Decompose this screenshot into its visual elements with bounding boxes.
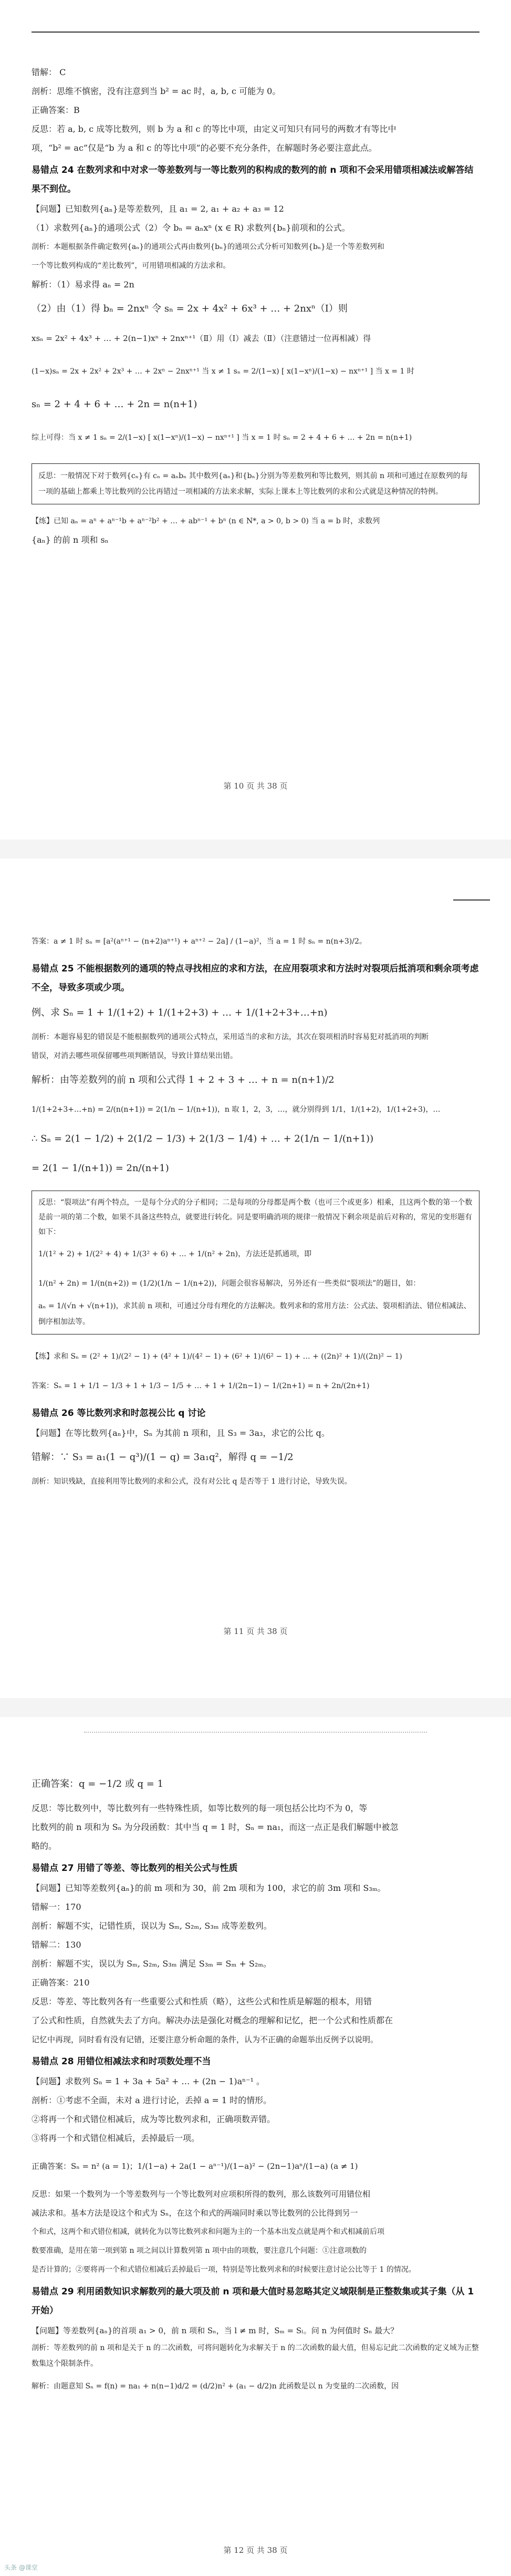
answer-line: 正确答案：q = −1/2 或 q = 1 bbox=[32, 1778, 164, 1789]
text-line: 剖析：本题容易犯的错误是不能根据数列的通项公式特点，采用适当的求和方法，其次在裂项相消时容易犯对抵消项的判断 bbox=[32, 1033, 429, 1041]
text-line: 剖析：本题根据条件确定数列{aₙ}的通项公式再由数列{bₙ}的通项公式分析可知数列{bₙ}是一个等差数列和 bbox=[32, 243, 384, 251]
text-line: ②将再一个和式错位相减后，成为等比数列求和，正确项数弄错。 bbox=[32, 2114, 276, 2124]
practice-line: 【练】已知 aₙ = aⁿ + aⁿ⁻¹b + aⁿ⁻²b² + … + abⁿ⁻¹ + bⁿ (n ∈ N*, a > 0, b > 0) 当 a = b 时，求数列 bbox=[32, 517, 380, 525]
reflection-math: 1/(1² + 2) + 1/(2² + 4) + 1/(3² + 6) + … + 1/(n² + 2n)，方法还是抓通项，即 bbox=[38, 1250, 312, 1258]
page-gap bbox=[0, 840, 511, 858]
page-content bbox=[32, 927, 479, 1491]
text-line: 解析：（1）易求得 aₙ = 2n bbox=[32, 280, 134, 289]
section-heading: 易错点 26 等比数列求和时忽视公比 q 讨论 bbox=[32, 1408, 206, 1419]
answer-line: 答案：a ≠ 1 时 sₙ = [a²(aⁿ⁺¹ − (n+2)aⁿ⁺¹) + aⁿ⁺² − 2a] / (1−a)²，当 a = 1 时 sₙ = n(n+3)/2。 bbox=[32, 937, 367, 946]
math-line: 综上可得：当 x ≠ 1 sₙ = 2/(1−x) [ x(1−xⁿ)/(1−x) − nxⁿ⁺¹ ] 当 x = 1 时 sₙ = 2 + 4 + 6 + … + 2n = n(n+1) bbox=[32, 433, 412, 442]
page-content bbox=[32, 1770, 479, 2401]
text-line: 剖析：思维不慎密，没有注意到当 b² = ac 时，a, b, c 可能为 0。 bbox=[32, 86, 281, 96]
page-12 bbox=[0, 1717, 511, 2575]
text-line: 项，“b² = ac”仅是“b 为 a 和 c 的等比中项”的必要不充分条件，在解题时务必要注意此点。 bbox=[32, 143, 377, 153]
text-line: 记忆中再现，同时看有没有记错，还要注意分析命题的条件，认为不正确的命题举出反例予以说明。 bbox=[32, 2035, 379, 2044]
text-line: 减法求和。基本方法是设这个和式为 Sₙ，在这个和式的两端同时乘以等比数列的公比得到另一 bbox=[32, 2208, 358, 2218]
math-line: 错解：∵ S₃ = a₁(1 − q³)/(1 − q) = 3a₁q²，解得 q = −1/2 bbox=[32, 1452, 294, 1463]
example-line: 例、求 Sₙ = 1 + 1/(1+2) + 1/(1+2+3) + … + 1/(1+2+3+…+n) bbox=[32, 1007, 328, 1018]
text-line: 正确答案：B bbox=[32, 105, 80, 115]
math-line: 1/(1+2+3+…+n) = 2/(n(n+1)) = 2(1/n − 1/(n+1))，n 取 1，2，3，…，就分别得到 1/1，1/(1+2)，1/(1+2+3)，… bbox=[32, 1105, 441, 1114]
math-line: sₙ = 2 + 4 + 6 + … + 2n = n(n+1) bbox=[32, 399, 197, 410]
text-line: 略的。 bbox=[32, 1841, 57, 1851]
text-line: 数要准确，是用在第一项到第 n 项之间以计算数列第 n 项中由的项数，要注意几个问题：①注意项数的 bbox=[32, 2247, 367, 2255]
header-rule bbox=[84, 1732, 427, 1738]
text-line: 是否计算的；②要将再一个和式错位相减后丢掉最后一项，特别是等比数列求和的时候要注意讨论公比等于 1 的情况。 bbox=[32, 2265, 416, 2274]
problem-line: 【问题】已知数列{aₙ}是等差数列，且 a₁ = 2, a₁ + a₂ + a₃ = 12 bbox=[32, 204, 284, 214]
text-line: 剖析：等差数列的前 n 项和是关于 n 的二次函数，可将问题转化为求解关于 n 的二次函数的最大值，但易忘记此二次函数的定义域为正整数集这个限制条件。 bbox=[32, 2344, 479, 2368]
math-line: ∴ Sₙ = 2(1 − 1/2) + 2(1/2 − 1/3) + 2(1/3 − 1/4) + … + 2(1/n − 1/(n+1)) bbox=[32, 1133, 374, 1144]
math-line: (1−x)sₙ = 2x + 2x² + 2x³ + … + 2xⁿ − 2nxⁿ⁺¹ 当 x ≠ 1 sₙ = 2/(1−x) [ x(1−xⁿ)/(1−x) − nxⁿ⁺¹ ] 当 x = 1 时 bbox=[32, 367, 414, 376]
page-11 bbox=[0, 858, 511, 1717]
section-heading: 易错点 27 用错了等差、等比数列的相关公式与性质 bbox=[32, 1863, 238, 1874]
problem-line: 【问题】等差数列{aₙ}的首项 a₁ > 0，前 n 项和 Sₙ，当 l ≠ m 时，Sₘ = Sₗ。问 n 为何值时 Sₙ 最大？ bbox=[32, 2326, 399, 2335]
header-rule bbox=[453, 899, 490, 901]
header-rule bbox=[32, 32, 479, 33]
math-line: = 2(1 − 1/(n+1)) = 2n/(n+1) bbox=[32, 1163, 169, 1174]
text-line: 剖析：解题不实，记错性质，误以为 Sₘ, S₂ₘ, S₃ₘ 成等差数列。 bbox=[32, 1921, 272, 1931]
page-footer: 第 10 页 共 38 页 bbox=[223, 781, 288, 791]
math-line: 解析：由题意知 Sₙ = f(n) = na₁ + n(n−1)d/2 = (d/2)n² + (a₁ − d/2)n 此函数是以 n 为变量的二次函数，因 bbox=[32, 2382, 399, 2391]
math-line: xsₙ = 2x² + 4x³ + … + 2(n−1)xⁿ + 2nxⁿ⁺¹（Ⅱ）用（Ⅰ）减去（Ⅱ）（注意错过一位再相减）得 bbox=[32, 334, 371, 343]
text-line: 错误，对消去哪些项保留哪些项判断错误，导致计算结果出错。 bbox=[32, 1052, 237, 1060]
text-line: 比数列的前 n 项和为 Sₙ 为分段函数：其中当 q = 1 时，Sₙ = na₁，而这一点正是我们解题中被忽 bbox=[32, 1822, 399, 1832]
text-line: 反思：等比数列中，等比数列有一些特殊性质，如等比数列的每一项包括公比均不为 0，等 bbox=[32, 1803, 368, 1813]
text-line: 剖析：①考虑不全面，未对 a 进行讨论，丢掉 a = 1 时的情形。 bbox=[32, 2095, 272, 2105]
text-line: 个和式，这两个和式错位相减，就转化为以等比数列求和问题为主的一个基本出发点就是两个和式相减前后项 bbox=[32, 2228, 384, 2236]
practice-line: {aₙ} 的前 n 项和 sₙ bbox=[32, 535, 109, 545]
page-content bbox=[32, 63, 479, 550]
reflection-math: 1/(n² + 2n) = 1/(n(n+2)) = (1/2)(1/n − 1/(n+2))，问题会很容易解决，另外还有一些类似“裂项法”的题目，如： bbox=[38, 1279, 421, 1288]
text-line: 反思：如果一个数列为一个等差数列与一个等比数列对应项积所得的数列，那么该数列可用错位相 bbox=[32, 2189, 371, 2199]
section-heading: 易错点 28 用错位相减法求和时项数处理不当 bbox=[32, 2056, 211, 2067]
page-gap bbox=[0, 1698, 511, 1717]
text-line: ③将再一个和式错位相减后，丢掉最后一项。 bbox=[32, 2133, 200, 2143]
text-line: 反思：等差、等比数列各有一些重要公式和性质（略），这些公式和性质是解题的根本，用错 bbox=[32, 1996, 372, 2006]
text-line: 剖析：解题不实，误以为 Sₘ, S₂ₘ, S₃ₘ 满足 S₃ₘ = Sₘ + S₂ₘ。 bbox=[32, 1959, 272, 1969]
practice-line: 【练】求和 Sₙ = (2² + 1)/(2² − 1) + (4² + 1)/(4² − 1) + (6² + 1)/(6² − 1) + … + ((2n)² + 1)/((2n)² − 1) bbox=[32, 1352, 402, 1361]
text-line: 反思：若 a, b, c 成等比数列，则 b 为 a 和 c 的等比中项，由定义可知只有同号的两数才有等比中 bbox=[32, 124, 397, 134]
section-heading: 易错点 24 在数列求和中对求一等差数列与一等比数列的积构成的数列的前 n 项和不会采用错项相减法或解答结果不到位。 bbox=[32, 165, 474, 194]
problem-line: 【问题】求数列 Sₙ = 1 + 3a + 5a² + … + (2n − 1)aⁿ⁻¹ 。 bbox=[32, 2076, 265, 2086]
math-line: 正确答案：Sₙ = n² (a = 1)；1/(1−a) + 2a(1 − aⁿ⁻¹)/(1−a)² − (2n−1)aⁿ/(1−a) (a ≠ 1) bbox=[32, 2161, 358, 2171]
text-line: 错解二：130 bbox=[32, 1940, 81, 1950]
section-heading: 易错点 25 不能根据数列的通项的特点寻找相应的求和方法，在应用裂项求和方法时对裂项后抵消项和剩余项考虑不全，导致多项或少项。 bbox=[32, 964, 479, 993]
text-line: 错解： C bbox=[32, 67, 66, 77]
text-line: 一个等比数列构成的“差比数列”，可用错项相减的方法求和。 bbox=[32, 262, 231, 270]
text-line: 正确答案：210 bbox=[32, 1978, 90, 1988]
reflection-box bbox=[32, 463, 479, 504]
reflection-text: aₙ = 1/(√n + √(n+1))，求其前 n 项和，可通过分母有理化的方法解决。数列求和的常用方法：公式法、裂项相消法、错位相减法、倒序相加法等。 bbox=[38, 1302, 471, 1326]
reflection-text: 反思：“裂项法”有两个特点，一是每个分式的分子相同；二是每项的分母都是两个数（也可三个或更多）相乘，且这两个数的第一个数是前一项的第二个数，如果不具备这些特点，就要进行转化。同是要明确消项的规律一般情况下剩余项是前后对称的，常见的变形题有如下： bbox=[38, 1198, 473, 1236]
section-heading: 易错点 29 利用函数知识求解数列的最大项及前 n 项和最大值时易忽略其定义域限制是正整数集或其子集（从 1 开始） bbox=[32, 2287, 474, 2316]
text-line: 剖析：知识残缺，直接利用等比数列的求和公式，没有对公比 q 是否等于 1 进行讨论，导致失误。 bbox=[32, 1477, 352, 1486]
text-line: 错解一：170 bbox=[32, 1902, 81, 1912]
reflection-box bbox=[32, 1191, 479, 1334]
page-10 bbox=[0, 0, 511, 858]
problem-line: 【问题】在等比数列{aₙ}中，Sₙ 为其前 n 项和，且 S₃ = 3a₃，求它的公比 q。 bbox=[32, 1428, 330, 1438]
watermark-logo: 头条 @课堂 bbox=[4, 2564, 38, 2571]
math-line: 解析：由等差数列的前 n 项和公式得 1 + 2 + 3 + … + n = n(n+1)/2 bbox=[32, 1074, 335, 1085]
math-line: （2）由（1）得 bₙ = 2nxⁿ 令 sₙ = 2x + 4x² + 6x³ + … + 2nxⁿ（Ⅰ）则 bbox=[32, 303, 348, 314]
page-footer: 第 11 页 共 38 页 bbox=[223, 1627, 288, 1636]
page-footer: 第 12 页 共 38 页 bbox=[223, 2546, 288, 2555]
reflection-text: 反思：一般情况下对于数列{cₙ}有 cₙ = aₙbₙ 其中数列{aₙ}和{bₙ}分别为等差数列和等比数列，则其前 n 项和可通过在原数列的每一项的基础上都乘上等比数列的公比再错过一项相减的方法来求解，实际上课本上等比数列的求和公式就是这种情况的特例。 bbox=[38, 472, 468, 496]
problem-line: 【问题】已知等差数列{aₙ}的前 m 项和为 30，前 2m 项和为 100，求它的前 3m 项和 S₃ₘ。 bbox=[32, 1883, 386, 1893]
text-line: （1）求数列{aₙ}的通项公式（2）令 bₙ = aₙxⁿ (x ∈ R) 求数列{bₙ}前项和的公式。 bbox=[32, 223, 350, 233]
practice-answer: 答案：Sₙ = 1 + 1/1 − 1/3 + 1 + 1/3 − 1/5 + … + 1 + 1/(2n−1) − 1/(2n+1) = n + 2n/(2n+1) bbox=[32, 1382, 370, 1390]
text-line: 了公式和性质，自然就失去了方向。解决办法是强化对概念的理解和记忆，把一个公式和性质都在 bbox=[32, 2015, 393, 2025]
